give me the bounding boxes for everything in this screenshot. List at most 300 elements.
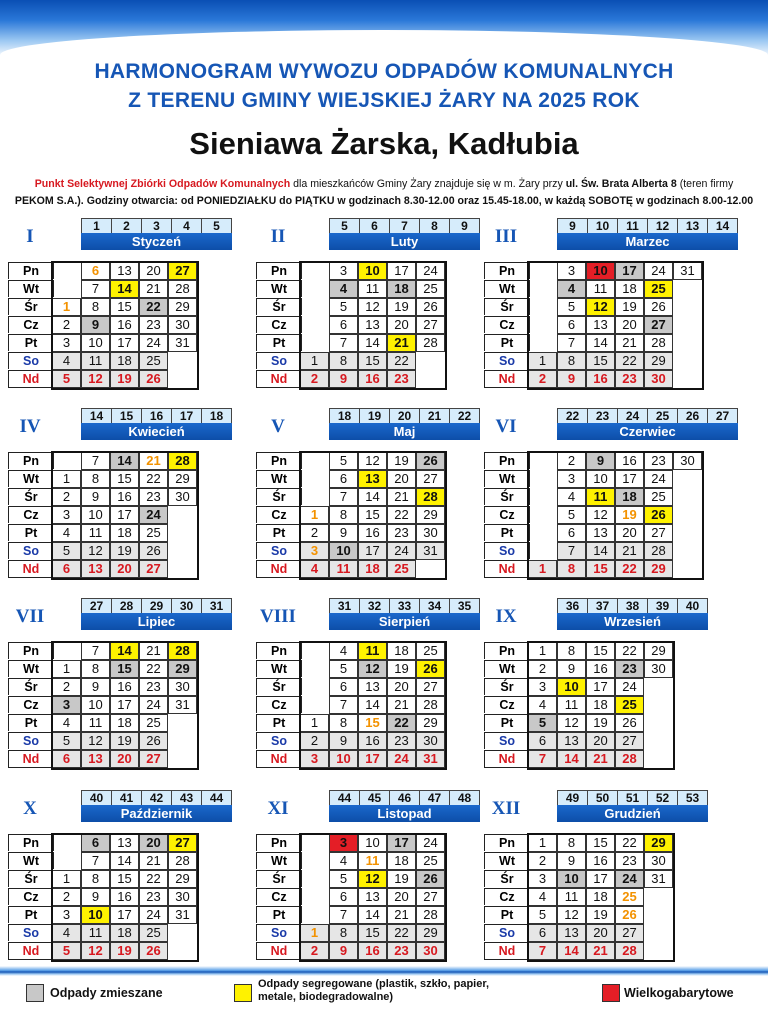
day-label: Śr — [484, 678, 530, 695]
day-cell: 25 — [644, 488, 673, 506]
day-label: So — [484, 352, 530, 369]
day-cell: 25 — [416, 642, 445, 660]
day-label: So — [256, 542, 302, 559]
day-cell: 24 — [416, 262, 445, 280]
day-cell: 13 — [586, 524, 615, 542]
day-label: Cz — [256, 506, 302, 523]
day-label: Śr — [256, 298, 302, 315]
day-label: Wt — [256, 660, 302, 677]
day-cell: 1 — [300, 714, 329, 732]
day-cell: 15 — [358, 506, 387, 524]
day-cell: 22 — [615, 352, 644, 370]
day-cell: 23 — [139, 678, 168, 696]
day-label: Śr — [484, 488, 530, 505]
week-number: 40 — [82, 791, 112, 805]
day-cell: 11 — [358, 642, 387, 660]
day-label: So — [256, 732, 302, 749]
day-cell: 11 — [81, 352, 110, 370]
day-cell: 27 — [644, 316, 673, 334]
day-label: So — [8, 542, 54, 559]
day-cell: 2 — [300, 942, 329, 960]
day-cell: 26 — [139, 542, 168, 560]
day-cell: 2 — [528, 370, 557, 388]
day-cell: 31 — [168, 696, 197, 714]
day-cell: 12 — [81, 732, 110, 750]
day-cell: 16 — [586, 852, 615, 870]
day-cell: 19 — [110, 732, 139, 750]
day-cell: 24 — [139, 506, 168, 524]
week-number: 49 — [558, 791, 588, 805]
week-numbers — [557, 408, 738, 424]
week-number: 20 — [390, 409, 420, 423]
day-cell: 2 — [52, 488, 81, 506]
week-numbers — [81, 598, 232, 614]
legend-segregated-line-2: metale, biodegradowalne) — [258, 991, 394, 1003]
day-cell: 14 — [110, 452, 139, 470]
day-cell: 30 — [673, 452, 702, 470]
day-cell: 23 — [387, 942, 416, 960]
day-cell: 9 — [329, 732, 358, 750]
day-cell: 21 — [139, 642, 168, 660]
day-cell: 26 — [416, 660, 445, 678]
day-label: Pn — [8, 262, 54, 279]
day-cell: 16 — [615, 452, 644, 470]
month-name: Sierpień — [329, 613, 480, 630]
day-cell: 24 — [139, 334, 168, 352]
day-cell: 15 — [586, 560, 615, 578]
week-number: 27 — [82, 599, 112, 613]
day-cell: 17 — [358, 542, 387, 560]
day-cell: 23 — [139, 888, 168, 906]
day-label: Pt — [484, 906, 530, 923]
day-cell: 14 — [358, 696, 387, 714]
legend-bulky-swatch — [602, 984, 620, 1002]
day-cell: 9 — [81, 316, 110, 334]
day-cell: 3 — [52, 696, 81, 714]
day-cell: 19 — [110, 942, 139, 960]
day-cell: 17 — [110, 506, 139, 524]
day-cell: 11 — [557, 696, 586, 714]
day-cell: 24 — [139, 906, 168, 924]
day-cell: 7 — [81, 852, 110, 870]
day-cell: 28 — [416, 906, 445, 924]
day-cell: 8 — [81, 298, 110, 316]
day-label: Pn — [484, 452, 530, 469]
day-cell: 2 — [52, 888, 81, 906]
day-cell: 14 — [110, 852, 139, 870]
day-label: Pn — [484, 642, 530, 659]
week-number: 31 — [209, 599, 224, 613]
day-label: Nd — [8, 560, 54, 578]
day-label: Pn — [256, 452, 302, 469]
month-vi — [484, 408, 730, 580]
week-number: 2 — [112, 219, 142, 233]
day-cell: 11 — [586, 488, 615, 506]
day-cell: 7 — [81, 280, 110, 298]
day-cell: 21 — [586, 750, 615, 768]
day-cell: 5 — [329, 660, 358, 678]
day-cell: 27 — [416, 888, 445, 906]
day-cell: 9 — [557, 660, 586, 678]
day-cell: 20 — [387, 678, 416, 696]
day-label: Nd — [8, 370, 54, 388]
day-cell: 7 — [329, 906, 358, 924]
day-cell: 27 — [416, 316, 445, 334]
day-cell: 25 — [644, 280, 673, 298]
day-cell: 4 — [300, 560, 329, 578]
day-cell: 10 — [329, 750, 358, 768]
day-cell: 26 — [416, 298, 445, 316]
month-name: Grudzień — [557, 805, 708, 822]
day-cell: 25 — [615, 888, 644, 906]
day-cell: 7 — [329, 334, 358, 352]
week-number: 41 — [112, 791, 142, 805]
week-number: 5 — [330, 219, 360, 233]
day-cell: 23 — [644, 452, 673, 470]
day-cell: 31 — [168, 334, 197, 352]
day-cell: 27 — [416, 470, 445, 488]
day-cell: 31 — [644, 870, 673, 888]
week-number: 27 — [715, 409, 730, 423]
day-cell: 16 — [358, 732, 387, 750]
month-roman-numeral: VI — [495, 416, 517, 437]
day-cell: 16 — [110, 316, 139, 334]
day-cell: 1 — [52, 298, 81, 316]
week-number: 28 — [112, 599, 142, 613]
day-cell: 15 — [110, 470, 139, 488]
day-cell: 4 — [52, 352, 81, 370]
day-cell: 3 — [52, 506, 81, 524]
month-name: Marzec — [557, 233, 738, 250]
day-cell: 7 — [329, 696, 358, 714]
week-number: 1 — [82, 219, 112, 233]
day-cell: 20 — [387, 316, 416, 334]
day-cell: 22 — [387, 506, 416, 524]
day-cell: 4 — [528, 696, 557, 714]
day-cell: 28 — [168, 280, 197, 298]
week-number: 18 — [330, 409, 360, 423]
week-number: 33 — [390, 599, 420, 613]
day-cell: 26 — [139, 942, 168, 960]
day-cell: 2 — [52, 316, 81, 334]
day-label: Pt — [8, 334, 54, 351]
day-cell: 12 — [358, 298, 387, 316]
day-label: Cz — [8, 316, 54, 333]
day-cell: 3 — [300, 750, 329, 768]
day-cell: 30 — [168, 316, 197, 334]
day-label: Wt — [8, 660, 54, 677]
month-viii — [256, 598, 496, 770]
day-cell: 28 — [168, 642, 197, 660]
day-cell: 24 — [387, 542, 416, 560]
week-numbers — [329, 790, 480, 806]
day-cell: 12 — [358, 452, 387, 470]
day-cell: 9 — [586, 452, 615, 470]
day-cell: 8 — [329, 924, 358, 942]
week-number: 15 — [112, 409, 142, 423]
day-label: So — [8, 352, 54, 369]
day-cell: 20 — [615, 316, 644, 334]
day-cell: 7 — [81, 452, 110, 470]
day-cell: 8 — [557, 642, 586, 660]
day-cell: 13 — [358, 470, 387, 488]
day-label: Cz — [484, 696, 530, 713]
week-number: 9 — [461, 219, 468, 233]
day-cell: 22 — [139, 870, 168, 888]
day-label: Pt — [256, 906, 302, 923]
day-cell: 29 — [168, 870, 197, 888]
day-cell: 6 — [52, 750, 81, 768]
day-cell: 3 — [557, 470, 586, 488]
week-number: 26 — [678, 409, 708, 423]
day-cell: 1 — [528, 834, 557, 852]
day-cell: 12 — [358, 870, 387, 888]
location-title: Sieniawa Żarska, Kadłubia — [189, 126, 579, 161]
week-numbers — [81, 790, 232, 806]
day-cell: 25 — [416, 852, 445, 870]
legend-segregated-line-1: Odpady segregowane (plastik, szkło, papier, — [258, 978, 490, 990]
day-cell: 25 — [615, 696, 644, 714]
month-roman-numeral: X — [23, 798, 37, 819]
day-cell: 14 — [557, 942, 586, 960]
day-cell: 10 — [358, 834, 387, 852]
day-cell: 14 — [358, 906, 387, 924]
week-number: 22 — [558, 409, 588, 423]
week-number: 35 — [457, 599, 472, 613]
day-cell: 20 — [615, 524, 644, 542]
day-cell: 3 — [528, 870, 557, 888]
day-cell: 4 — [528, 888, 557, 906]
week-number: 45 — [360, 791, 390, 805]
day-cell: 22 — [139, 298, 168, 316]
legend-mixed-label: Odpady zmieszane — [50, 986, 163, 1000]
day-cell: 22 — [615, 560, 644, 578]
day-cell: 29 — [416, 714, 445, 732]
info-text-3: PEKOM S.A.). Godziny otwarcia: od — [14, 195, 197, 207]
day-cell: 25 — [139, 924, 168, 942]
week-numbers — [329, 218, 480, 234]
legend-mixed-swatch — [26, 984, 44, 1002]
day-cell: 18 — [387, 642, 416, 660]
day-cell: 18 — [586, 888, 615, 906]
day-cell: 2 — [300, 370, 329, 388]
day-cell: 29 — [644, 642, 673, 660]
day-cell: 9 — [81, 888, 110, 906]
day-label: Śr — [8, 870, 54, 887]
day-label: Wt — [484, 852, 530, 869]
day-cell: 19 — [586, 906, 615, 924]
day-cell: 21 — [139, 280, 168, 298]
day-cell: 7 — [528, 750, 557, 768]
week-numbers — [81, 218, 232, 234]
day-cell: 14 — [557, 750, 586, 768]
day-label: Nd — [256, 942, 302, 960]
day-cell: 16 — [358, 370, 387, 388]
legend-segregated-label — [258, 978, 489, 1004]
day-cell: 1 — [52, 870, 81, 888]
day-cell: 26 — [644, 506, 673, 524]
day-cell: 9 — [81, 678, 110, 696]
day-cell: 2 — [528, 660, 557, 678]
day-cell: 7 — [329, 488, 358, 506]
day-cell: 10 — [329, 542, 358, 560]
day-cell: 2 — [300, 524, 329, 542]
week-number: 47 — [420, 791, 450, 805]
day-cell: 6 — [329, 678, 358, 696]
day-cell: 1 — [528, 560, 557, 578]
day-cell: 5 — [52, 942, 81, 960]
day-label: Cz — [484, 316, 530, 333]
day-cell: 26 — [139, 732, 168, 750]
month-roman-numeral: XII — [491, 798, 521, 819]
day-cell: 10 — [557, 678, 586, 696]
day-cell: 21 — [139, 852, 168, 870]
week-number: 10 — [588, 219, 618, 233]
day-label: Śr — [484, 870, 530, 887]
day-cell: 15 — [358, 352, 387, 370]
legend-segregated-swatch — [234, 984, 252, 1002]
info-text-4: w godzinach 8.30-12.00 oraz 15.45-18.00, w każdą — [334, 195, 589, 207]
day-label: Pt — [8, 714, 54, 731]
day-cell: 18 — [387, 280, 416, 298]
day-cell: 27 — [139, 560, 168, 578]
week-number: 30 — [172, 599, 202, 613]
month-ii — [256, 218, 496, 390]
day-cell: 8 — [557, 834, 586, 852]
day-label: Wt — [484, 470, 530, 487]
month-roman-numeral: VIII — [260, 606, 296, 627]
day-cell: 16 — [586, 370, 615, 388]
day-cell: 18 — [358, 560, 387, 578]
title-line-1: HARMONOGRAM WYWOZU ODPADÓW KOMUNALNYCH — [94, 60, 674, 83]
day-cell: 20 — [387, 888, 416, 906]
day-label: Wt — [8, 852, 54, 869]
day-cell: 9 — [329, 370, 358, 388]
day-label: Nd — [484, 560, 530, 578]
month-name: Kwiecień — [81, 423, 232, 440]
month-name: Maj — [329, 423, 480, 440]
day-cell: 5 — [52, 732, 81, 750]
day-cell: 18 — [110, 924, 139, 942]
day-cell: 1 — [528, 642, 557, 660]
month-name: Lipiec — [81, 613, 232, 630]
week-number: 13 — [678, 219, 708, 233]
day-cell: 30 — [416, 942, 445, 960]
day-cell: 28 — [416, 334, 445, 352]
day-cell: 16 — [586, 660, 615, 678]
day-cell: 1 — [52, 470, 81, 488]
day-cell: 9 — [329, 942, 358, 960]
day-cell: 11 — [358, 280, 387, 298]
day-cell: 10 — [81, 334, 110, 352]
week-number: 14 — [715, 219, 730, 233]
day-cell: 11 — [557, 888, 586, 906]
day-cell: 18 — [110, 524, 139, 542]
day-cell: 24 — [139, 696, 168, 714]
month-vii — [8, 598, 248, 770]
day-cell: 4 — [52, 524, 81, 542]
day-cell: 24 — [615, 870, 644, 888]
day-cell: 14 — [586, 334, 615, 352]
day-cell: 9 — [81, 488, 110, 506]
week-number: 51 — [618, 791, 648, 805]
day-cell: 28 — [416, 696, 445, 714]
day-cell: 21 — [387, 334, 416, 352]
day-cell: 5 — [557, 506, 586, 524]
day-cell: 11 — [586, 280, 615, 298]
day-cell: 16 — [110, 678, 139, 696]
pszok-address: ul. Św. Brata Alberta 8 — [565, 178, 677, 190]
day-label: Śr — [256, 488, 302, 505]
day-cell: 1 — [300, 352, 329, 370]
day-cell: 3 — [52, 334, 81, 352]
day-label: So — [484, 924, 530, 941]
day-cell: 23 — [615, 370, 644, 388]
month-x — [8, 790, 248, 962]
month-roman-numeral: V — [271, 416, 285, 437]
week-numbers — [557, 598, 708, 614]
day-cell: 1 — [52, 660, 81, 678]
week-numbers — [557, 218, 738, 234]
day-cell: 11 — [358, 852, 387, 870]
day-cell: 3 — [52, 906, 81, 924]
week-number: 6 — [360, 219, 390, 233]
day-cell: 1 — [528, 352, 557, 370]
week-number: 9 — [558, 219, 588, 233]
day-label: Cz — [8, 888, 54, 905]
day-cell: 18 — [615, 280, 644, 298]
week-number: 17 — [172, 409, 202, 423]
day-cell: 19 — [387, 452, 416, 470]
day-label: Śr — [8, 678, 54, 695]
day-cell: 21 — [586, 942, 615, 960]
day-cell: 23 — [387, 732, 416, 750]
day-cell: 6 — [528, 924, 557, 942]
day-cell: 6 — [329, 316, 358, 334]
day-label: Cz — [484, 506, 530, 523]
day-cell: 12 — [557, 906, 586, 924]
day-cell: 3 — [329, 262, 358, 280]
day-cell: 29 — [644, 560, 673, 578]
day-cell: 31 — [416, 750, 445, 768]
day-cell: 13 — [110, 262, 139, 280]
week-number: 16 — [142, 409, 172, 423]
day-cell: 23 — [139, 316, 168, 334]
day-cell: 28 — [168, 852, 197, 870]
day-label: Pn — [256, 834, 302, 851]
day-cell: 19 — [615, 298, 644, 316]
day-cell: 22 — [615, 834, 644, 852]
week-number: 21 — [420, 409, 450, 423]
day-cell: 17 — [387, 834, 416, 852]
day-cell: 30 — [168, 678, 197, 696]
day-label: Nd — [484, 370, 530, 388]
day-cell: 30 — [644, 370, 673, 388]
day-cell: 26 — [615, 714, 644, 732]
day-cell: 6 — [81, 834, 110, 852]
day-cell: 26 — [416, 870, 445, 888]
week-number: 50 — [588, 791, 618, 805]
day-cell: 4 — [557, 488, 586, 506]
day-label: Pt — [484, 714, 530, 731]
day-cell: 20 — [586, 924, 615, 942]
day-cell: 21 — [387, 488, 416, 506]
month-name: Październik — [81, 805, 232, 822]
day-label: Cz — [256, 888, 302, 905]
day-cell: 14 — [110, 642, 139, 660]
month-name: Wrzesień — [557, 613, 708, 630]
week-number: 14 — [82, 409, 112, 423]
